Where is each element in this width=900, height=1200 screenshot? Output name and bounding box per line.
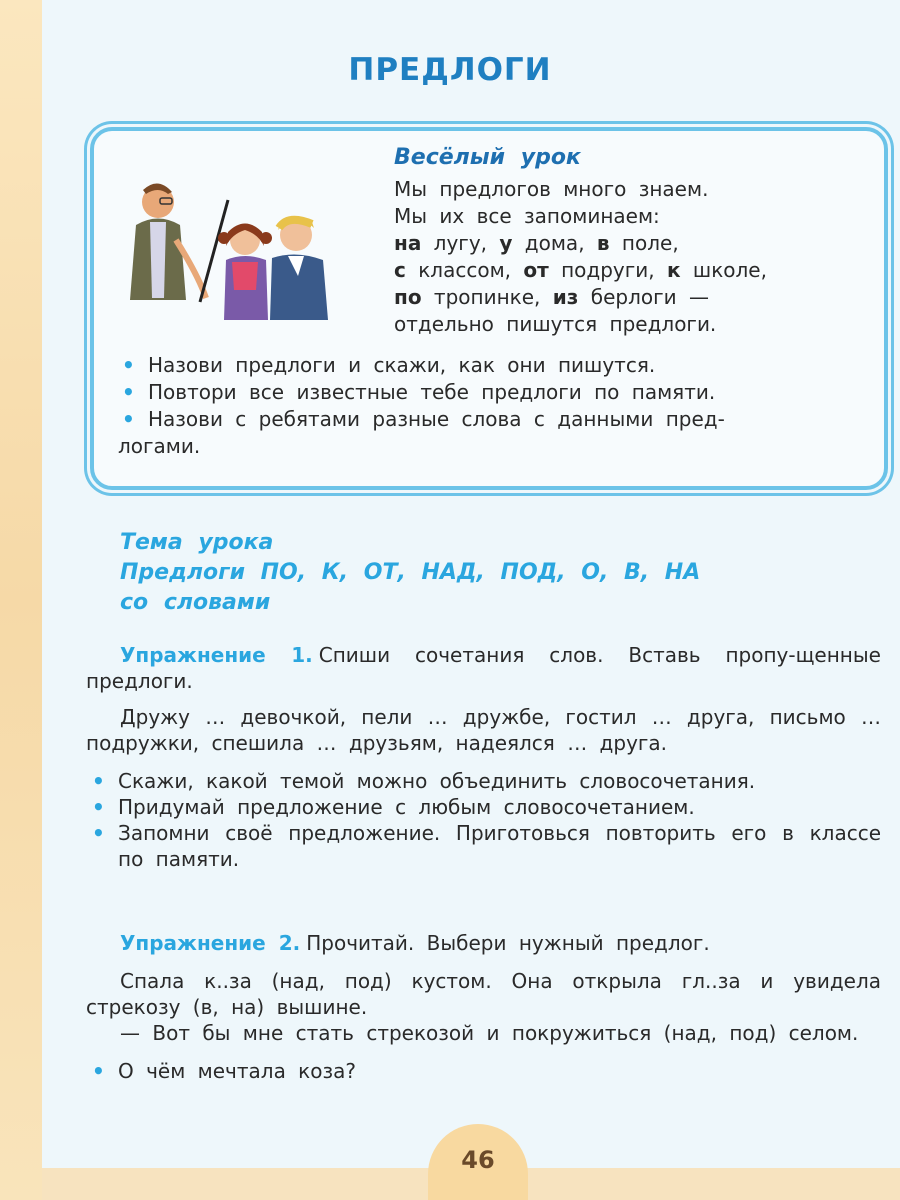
- exercise-2: [86, 930, 881, 1084]
- preposition: от: [523, 258, 549, 282]
- preposition: по: [394, 285, 422, 309]
- lesson-topic: [120, 528, 700, 618]
- poem-title: Весёлый урок: [394, 145, 581, 170]
- exercise-1: [86, 642, 881, 872]
- bullet-icon: •: [92, 821, 105, 845]
- list-item-continuation: логами.: [118, 434, 201, 458]
- bullet-icon: •: [122, 353, 135, 377]
- exercise-label: Упражнение 1.: [120, 643, 313, 667]
- list-item: • Повтори все известные тебе предлоги по памяти.: [122, 380, 716, 404]
- exercise-tasks: [86, 768, 881, 872]
- exercise-tasks: [86, 1058, 881, 1084]
- page-edge: [0, 0, 42, 1200]
- poem-line: на лугу, у дома, в поле,: [394, 231, 679, 255]
- poem-line: Мы их все запоминаем:: [394, 204, 660, 228]
- poem-tasks: [118, 352, 858, 460]
- preposition: из: [552, 285, 579, 309]
- preposition: с: [394, 258, 406, 282]
- bullet-icon: •: [92, 1059, 105, 1083]
- exercise-task: Упражнение 2. Прочитай. Выбери нужный предлог.: [120, 931, 710, 955]
- list-item: • Назови предлоги и скажи, как они пишутся.: [122, 353, 656, 377]
- topic-title-cont: со словами: [120, 590, 271, 615]
- exercise-text: Спала к..за (над, под) кустом. Она открыла гл..за и увидела стрекозу (в, на) вышине.: [86, 969, 881, 1019]
- topic-title: Предлоги ПО, К, ОТ, НАД, ПОД, О, В, НА: [120, 560, 701, 585]
- list-item: • Придумай предложение с любым словосочетанием.: [92, 795, 695, 819]
- bullet-icon: •: [122, 407, 135, 431]
- poem: [394, 145, 767, 338]
- preposition: к: [666, 258, 681, 282]
- exercise-text: Дружу … девочкой, пели … дружбе, гостил … друга, письмо … подружки, спешила … друзьям, надеялся … друга.: [86, 705, 881, 755]
- exercise-label: Упражнение 2.: [120, 931, 301, 955]
- poem-line: отдельно пишутся предлоги.: [394, 312, 717, 336]
- teacher-and-children-illustration: [128, 180, 353, 330]
- bullet-icon: •: [92, 795, 105, 819]
- page-number: 46: [461, 1146, 495, 1174]
- preposition: на: [394, 231, 422, 255]
- page-title: ПРЕДЛОГИ: [348, 52, 552, 88]
- topic-heading: Тема урока: [120, 530, 274, 555]
- preposition: у: [499, 231, 513, 255]
- bullet-icon: •: [122, 380, 135, 404]
- list-item: • Запомни своё предложение. Приготовься повторить его в классе по памяти.: [92, 821, 881, 871]
- exercise-text: — Вот бы мне стать стрекозой и покружиться (над, под) селом.: [120, 1021, 859, 1045]
- list-item: • О чём мечтала коза?: [92, 1059, 356, 1083]
- list-item: • Скажи, какой темой можно объединить словосочетания.: [92, 769, 756, 793]
- poem-line: Мы предлогов много знаем.: [394, 177, 709, 201]
- bullet-icon: •: [92, 769, 105, 793]
- list-item: • Назови с ребятами разные слова с данными пред-: [122, 407, 725, 431]
- preposition: в: [596, 231, 610, 255]
- exercise-task: Упражнение 1. Спиши сочетания слов. Вставь пропу-щенные предлоги.: [86, 643, 881, 693]
- poem-line: с классом, от подруги, к школе,: [394, 258, 767, 282]
- poem-line: по тропинке, из берлоги —: [394, 285, 709, 309]
